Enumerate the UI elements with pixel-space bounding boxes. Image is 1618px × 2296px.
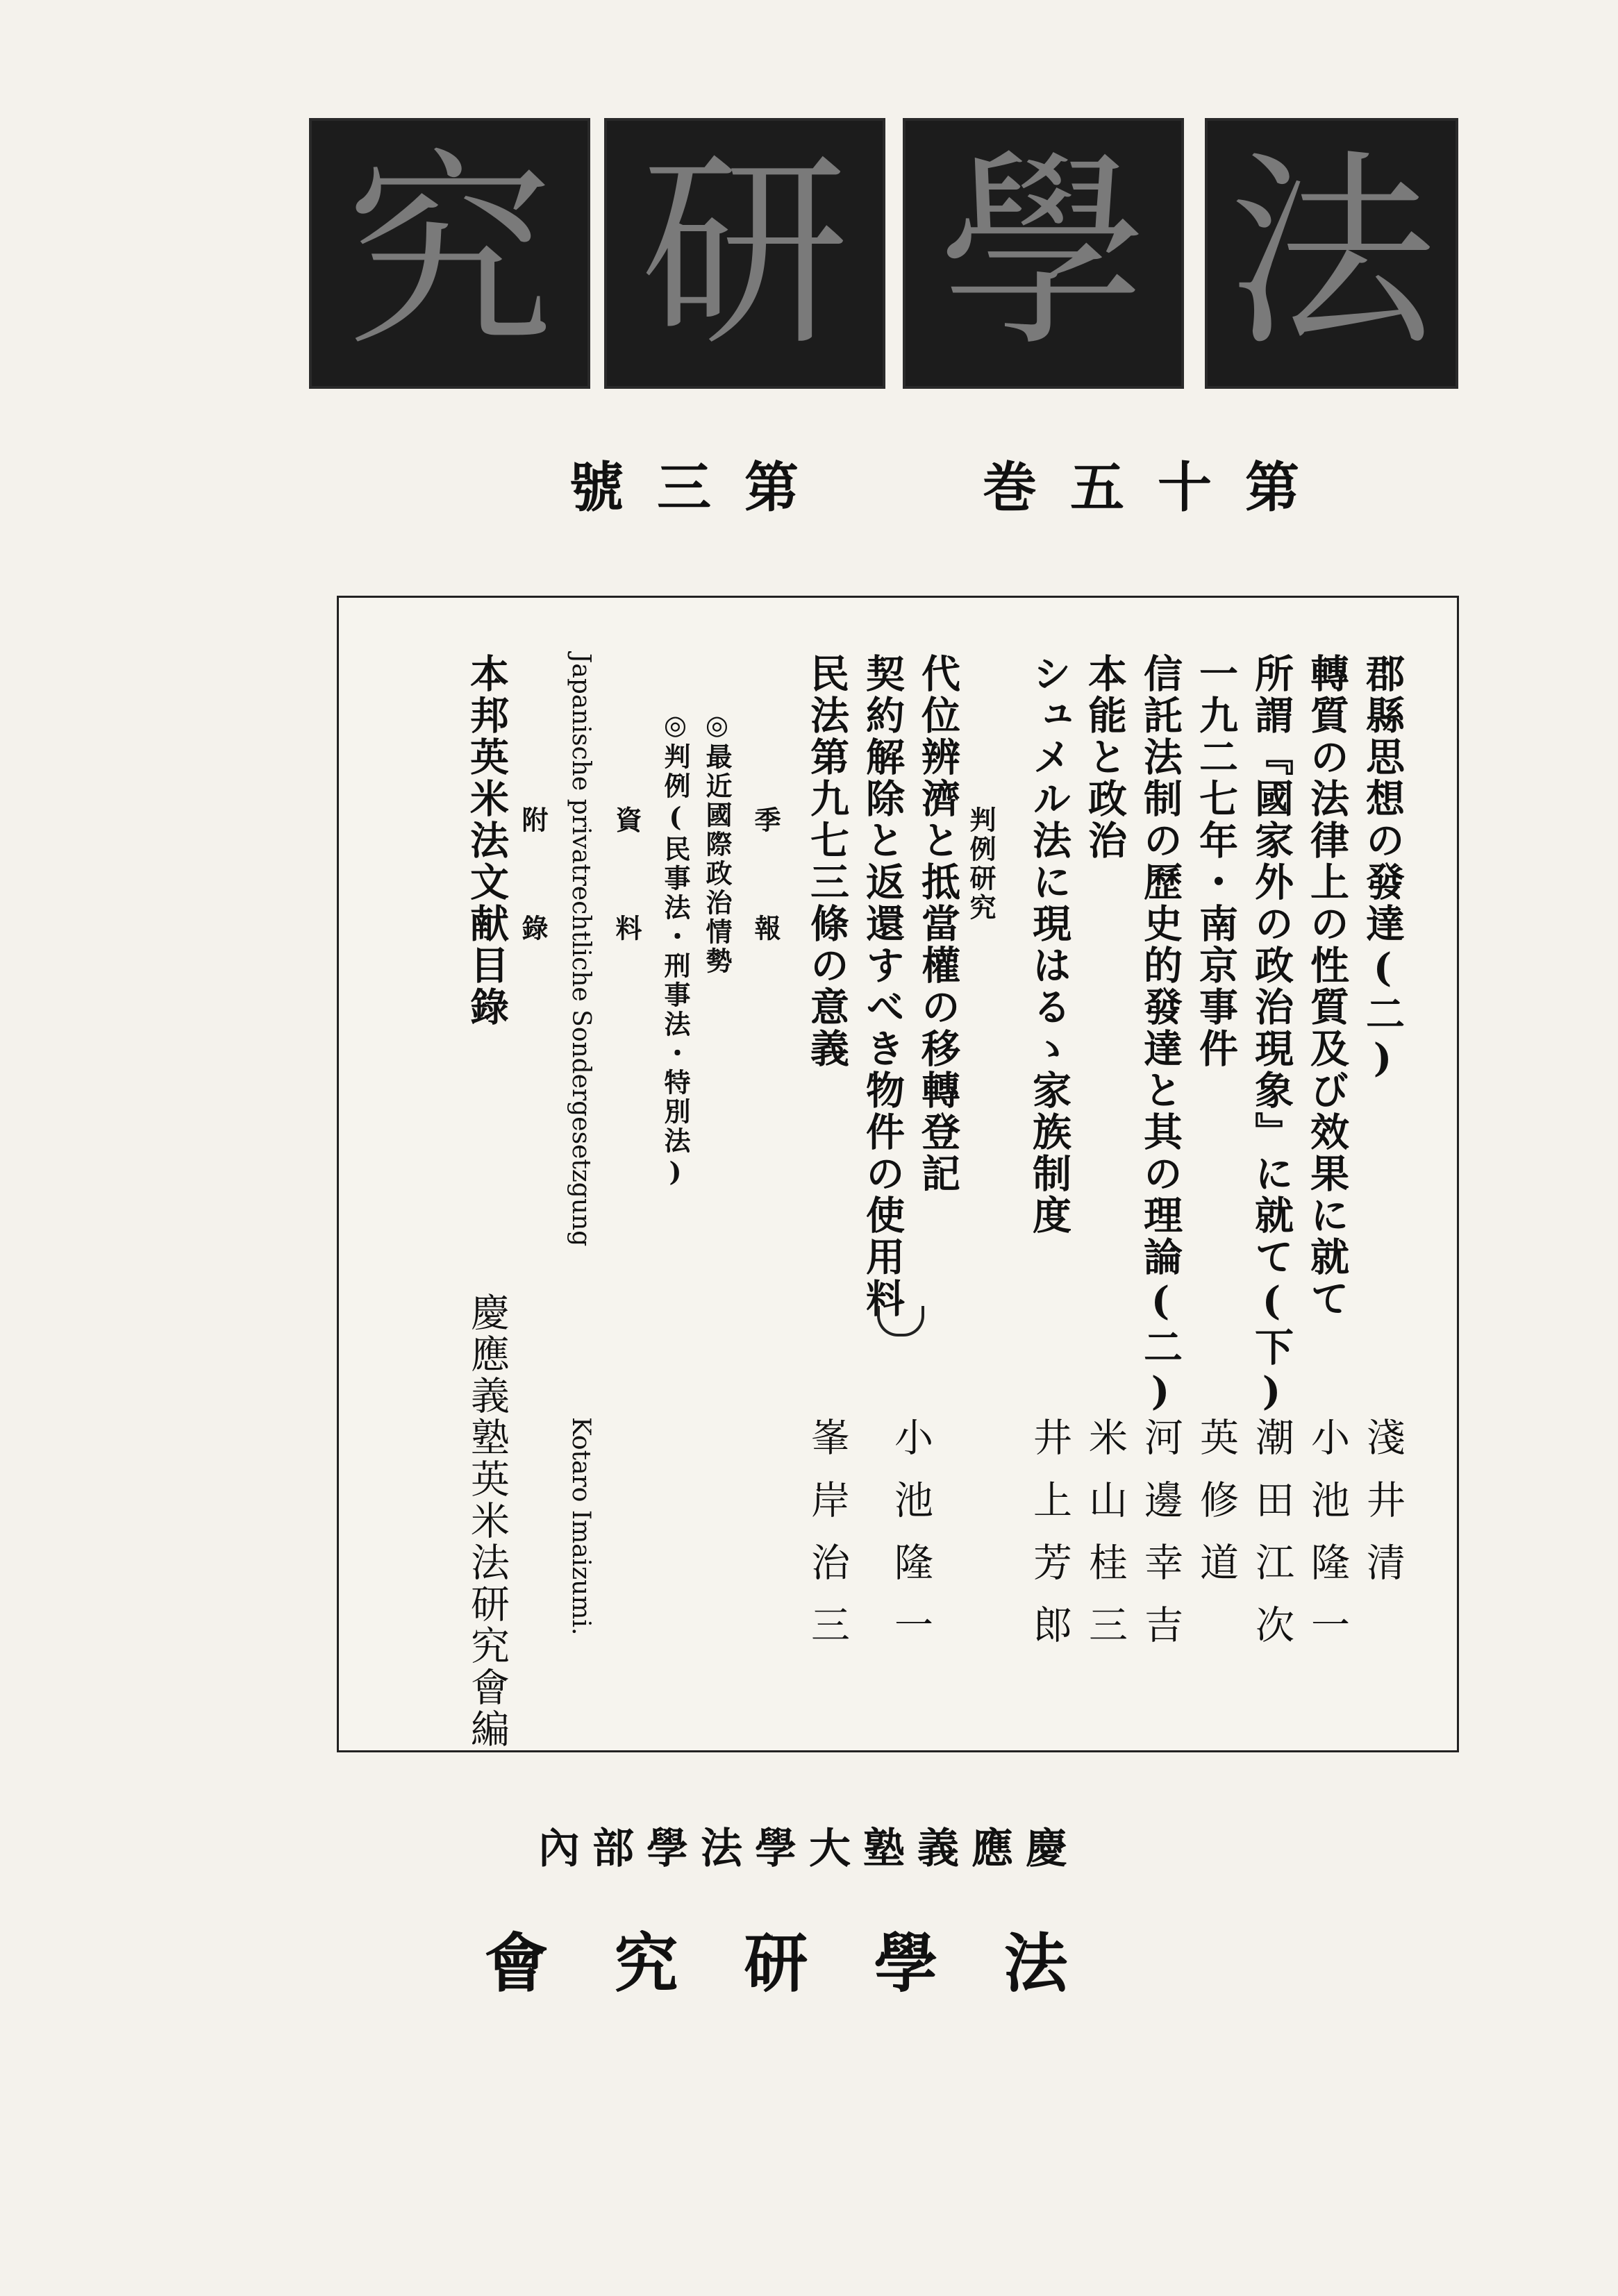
case-study-author: 小池隆一 (888, 1417, 933, 1667)
title-block-ken: 研 (604, 118, 885, 389)
brace-icon (877, 1306, 924, 1336)
appendix-author: 慶應義塾英米法研究會編 (465, 1292, 510, 1750)
title-block-gaku: 學 (903, 118, 1184, 389)
article-title: 一九二七年・南京事件 (1193, 653, 1239, 1070)
case-study-heading: 判例研究 (965, 806, 996, 923)
quarterly-item: ◎最近國際政治情勢 (701, 709, 733, 976)
article-author: 峯岸治三 (805, 1417, 850, 1667)
materials-heading: 資 料 (611, 806, 642, 969)
article-author: 米山桂三 (1083, 1417, 1128, 1667)
appendix-heading: 附 錄 (517, 806, 549, 969)
article-title: 本能と政治 (1082, 653, 1128, 862)
contents-box (337, 596, 1459, 1752)
title-block-ho: 法 (1205, 118, 1458, 389)
article-author: 淺井清 (1360, 1417, 1406, 1604)
article-author: 小池隆一 (1305, 1417, 1350, 1667)
materials-title: Japanische privatrechtliche Sondergesetzgung (567, 653, 595, 1247)
case-study-item: 代位辨濟と抵當權の移轉登記 (915, 653, 961, 1195)
article-author: 潮田江次 (1249, 1417, 1294, 1667)
materials-author: Kotaro Imaizumi. (567, 1417, 595, 1636)
case-study-item: 契約解除と返還すべき物件の使用料 (860, 653, 906, 1320)
publisher-name: 會究研學法 (484, 1926, 1134, 2001)
article-title: 所謂『國家外の政治現象』に就て(下) (1249, 653, 1294, 1417)
quarterly-heading: 季 報 (750, 806, 781, 969)
appendix-title: 本邦英米法文献目錄 (464, 653, 510, 1028)
article-title: シュメル法に現はるゝ家族制度 (1026, 653, 1072, 1237)
title-block-kyu: 究 (309, 118, 590, 389)
article-title: 郡縣思想の發達(二) (1360, 653, 1406, 1084)
publisher-affiliation: 內部學法學大塾義應慶 (538, 1825, 1080, 1873)
article-title: 轉質の法律上の性質及び效果に就て (1304, 653, 1350, 1320)
volume-number: 巻五十第 (983, 456, 1333, 519)
issue-number: 號三第 (569, 456, 833, 519)
quarterly-item: ◎判例(民事法・刑事法・特別法) (660, 709, 691, 1190)
article-author: 河邊幸吉 (1138, 1417, 1183, 1667)
article-author: 井上芳郎 (1027, 1417, 1072, 1667)
article-author: 英修道 (1194, 1417, 1239, 1604)
article-title: 民法第九七三條の意義 (804, 653, 850, 1070)
article-title: 信託法制の歷史的發達と其の理論(二) (1137, 653, 1183, 1417)
